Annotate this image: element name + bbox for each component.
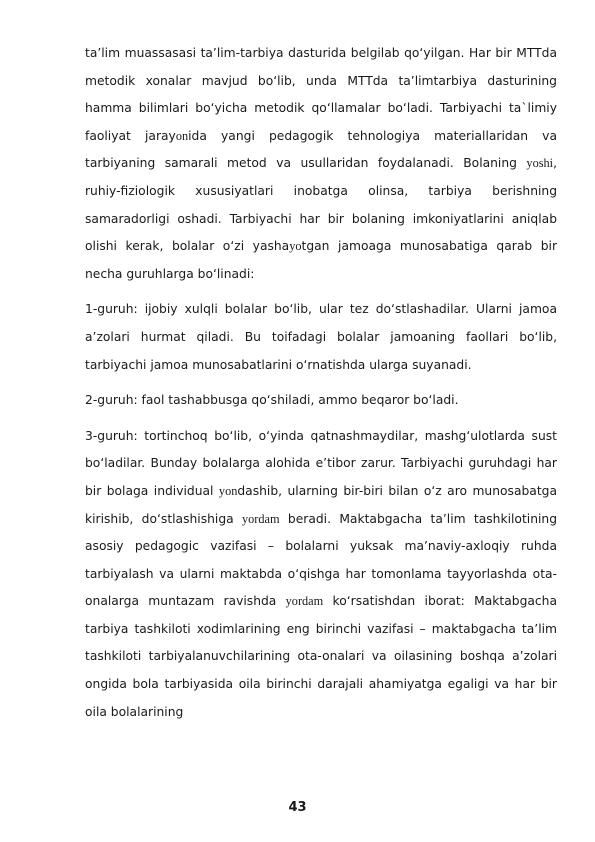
paragraph-intro (85, 40, 557, 288)
text-run-serif: yordam (242, 511, 280, 526)
document-page (85, 40, 557, 734)
text-run: 3-guruh: tortinchoq bo‘lib, o‘yinda qatnashmaydilar, mashg‘ulotlarda sust bo‘ladilar. Bunday bolalarga alohida e’tibor zarur. Tarbiyachi guruhdagi har bir bolaga individual (85, 428, 557, 498)
text-run-serif: yo (289, 239, 302, 254)
paragraph-group-1: 1-guruh: ijobiy xulqli bolalar bo‘lib, ular tez do‘stlashadilar. Ularni jamoa a’zolari hurmat qiladi. Bu toifadagi bolalar jamoaning faollari bo‘lib, tarbiyachi jamoa munosabatlarini o‘rnatishda ularga suyanadi. (85, 302, 557, 372)
page-number: 43 (288, 800, 307, 815)
text-run: ida yangi pedagogik tehnologiya materiallaridan va tarbiyaning samarali metod va usullaridan foydalanadi. Bolaning (85, 128, 557, 171)
text-run-serif: yoshi (526, 156, 554, 171)
paragraph-group-2: 2-guruh: faol tashabbusga qo‘shiladi, ammo beqaror bo‘ladi. (85, 393, 459, 408)
text-run: dashib, ularning bir-biri bilan o‘z aro munosabatga kirishib, do‘stlashishiga (85, 483, 557, 526)
text-run: tgan jamoaga munosabatiga qarab bir necha guruhlarga bo‘linadi: (85, 239, 557, 281)
text-run: , ruhiy-fiziologik xususiyatlari inobatga olinsa, tarbiya berishning samaradorligi oshadi. Tarbiyachi har bir bolaning imkoniyatlarini aniqlab olishi kerak, bolalar o‘zi yasha (85, 156, 557, 254)
text-run-serif: yon (218, 483, 238, 498)
text-run: ta’lim muassasasi ta’lim-tarbiya dasturida belgilab qo‘yilgan. Har bir MTTda metodik xonalar mavjud bo‘lib, unda MTTda ta’limtarbiya dasturining hamma bilimlari bo‘yicha metodik qo‘llamalar bo‘ladi. Tarbiyachi ta`limiy faoliyat jaray (85, 46, 557, 143)
text-run: beradi. Maktabgacha ta’lim tashkilotining asosiy pedagogic vazifasi – bolalarni yuksak ma’naviy-axloqiy ruhda tarbiyalash va ularni maktabda o‘qishga har tomonlama tayyorlashda ota-onalarga muntazam ravishda (85, 511, 558, 609)
paragraph-group-3 (85, 423, 557, 727)
text-run: ko‘rsatishdan iborat: Maktabgacha tarbiya tashkiloti xodimlarining eng birinchi vazifasi – maktabgacha ta’lim tashkiloti tarbiyalanuvchilarining ota-onalari va oilasining boshqa a’zolari ongida bola tarbiyasida oila birinchi darajali ahamiyatga egaligi va har bir oila bolalarining (85, 594, 557, 719)
text-run-serif: yordam (285, 594, 324, 609)
text-run-serif: on (175, 128, 189, 143)
